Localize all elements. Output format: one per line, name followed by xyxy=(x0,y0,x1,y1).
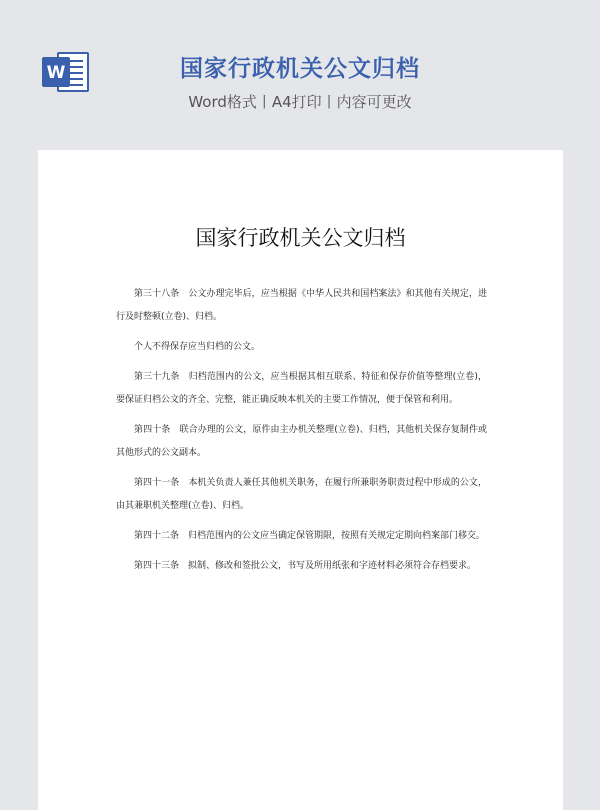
article-38-paragraph: 第三十八条 公文办理完毕后，应当根据《中华人民共和国档案法》和其他有关规定，进行及时整顿(立卷)、归档。 xyxy=(116,289,487,322)
banner-title: 国家行政机关公文归档 xyxy=(180,56,420,82)
article-41-paragraph: 第四十一条 本机关负责人兼任其他机关职务，在履行所兼职务职责过程中形成的公文，由其兼职机关整理(立卷)、归档。 xyxy=(116,478,487,511)
personal-retention-paragraph: 个人不得保存应当归档的公文。 xyxy=(134,342,261,352)
word-document-icon xyxy=(40,47,90,97)
document-body xyxy=(116,283,487,585)
svg-text:W: W xyxy=(46,63,66,83)
article-43-paragraph: 第四十三条 拟制、修改和签批公文，书写及所用纸张和字迹材料必须符合存档要求。 xyxy=(134,561,477,571)
document-title: 国家行政机关公文归档 xyxy=(195,226,406,250)
article-42-paragraph: 第四十二条 归档范围内的公文应当确定保管期限，按照有关规定定期向档案部门移交。 xyxy=(134,531,486,541)
banner-subtitle: Word格式丨A4打印丨内容可更改 xyxy=(188,93,412,111)
article-39-paragraph: 第三十九条 归档范围内的公文，应当根据其相互联系、特征和保存价值等整理(立卷)，要保证归档公文的齐全、完整，能正确反映本机关的主要工作情况，便于保管和利用。 xyxy=(116,372,487,405)
document-page xyxy=(38,150,563,810)
header-banner xyxy=(0,0,600,150)
article-40-paragraph: 第四十条 联合办理的公文，原件由主办机关整理(立卷)、归档，其他机关保存复制件或其他形式的公文副本。 xyxy=(116,425,487,458)
